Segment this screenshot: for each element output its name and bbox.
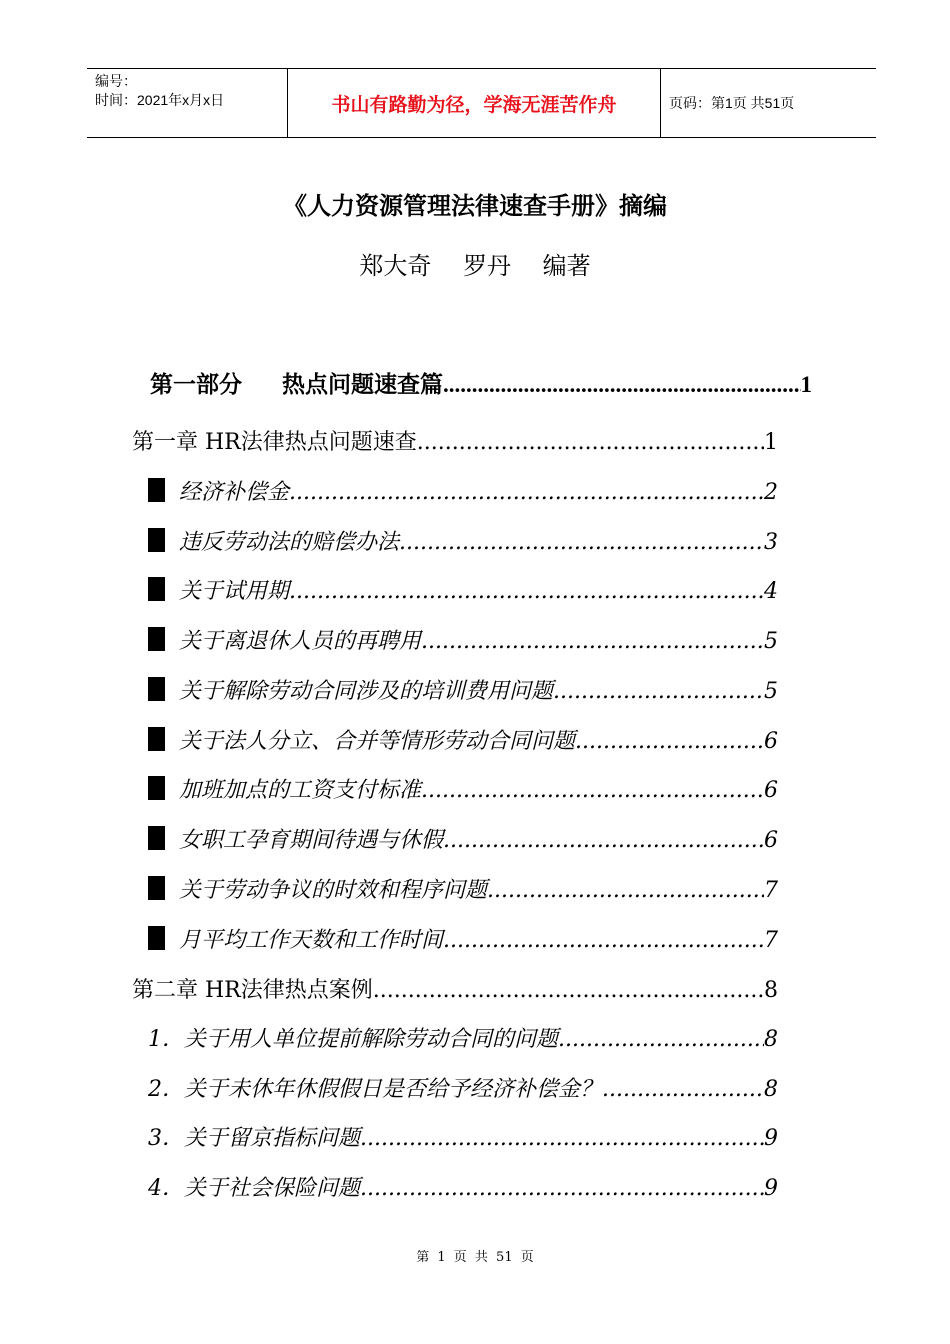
toc-leader-dots xyxy=(443,928,764,953)
author-name: 罗丹 xyxy=(463,252,511,280)
toc-item-title: 关于劳动争议的时效和程序问题 xyxy=(179,878,488,903)
toc-chapter-entry[interactable] xyxy=(132,425,778,456)
toc-page-number: 6 xyxy=(764,778,778,803)
toc-part-entry[interactable] xyxy=(150,366,812,399)
toc-item-title: 3．关于留京指标问题 xyxy=(148,1126,360,1151)
toc-page-number: 2 xyxy=(764,480,778,505)
document-title: 《人力资源管理法律速查手册》摘编 xyxy=(283,192,667,220)
toc-item[interactable] xyxy=(148,574,778,605)
toc-leader-dots xyxy=(443,372,801,398)
square-bullet-icon xyxy=(148,876,165,900)
toc-item-title: 女职工孕育期间待遇与休假 xyxy=(179,828,444,853)
toc-item[interactable] xyxy=(148,1171,778,1202)
header-meta-cell xyxy=(87,69,288,137)
square-bullet-icon xyxy=(148,776,165,800)
toc-item[interactable] xyxy=(148,525,778,556)
toc-leader-dots xyxy=(360,1126,764,1151)
time-label: 时间：2021年x月x日 xyxy=(95,92,225,108)
toc-item-title: 2．关于未休年休假假日是否给予经济补偿金？ xyxy=(148,1077,602,1102)
page-header xyxy=(87,68,876,138)
toc-page-number: 8 xyxy=(764,1077,778,1102)
toc-item-title: 月平均工作天数和工作时间 xyxy=(179,928,444,953)
toc-item-title: 关于法人分立、合并等情形劳动合同问题 xyxy=(179,729,576,754)
toc-leader-dots xyxy=(399,530,764,555)
toc-chapter-title: 第一章 HR法律热点问题速查 xyxy=(132,430,417,455)
toc-item-title: 加班加点的工资支付标准 xyxy=(179,778,422,803)
square-bullet-icon xyxy=(148,577,165,601)
toc-leader-dots xyxy=(602,1077,764,1102)
toc-leader-dots xyxy=(421,629,764,654)
toc-item-title: 4．关于社会保险问题 xyxy=(148,1176,360,1201)
toc-page-number: 1 xyxy=(800,372,812,397)
toc-page-number: 8 xyxy=(764,1027,778,1052)
toc-item-title: 关于离退休人员的再聘用 xyxy=(179,629,422,654)
toc-page-number: 8 xyxy=(764,978,778,1003)
toc-item-title: 关于试用期 xyxy=(179,579,290,604)
toc-page-number: 9 xyxy=(764,1126,778,1151)
toc-page-number: 5 xyxy=(764,629,778,654)
toc-page-number: 5 xyxy=(764,679,778,704)
toc-leader-dots xyxy=(373,978,764,1003)
toc-part-title: 热点问题速查篇 xyxy=(282,372,443,398)
toc-leader-dots xyxy=(289,480,764,505)
toc-item[interactable] xyxy=(148,624,778,655)
author-name: 郑大奇 xyxy=(359,252,432,280)
square-bullet-icon xyxy=(148,826,165,850)
toc-item[interactable] xyxy=(148,923,778,954)
square-bullet-icon xyxy=(148,478,165,502)
toc-page-number: 4 xyxy=(764,579,778,604)
toc-page-number: 6 xyxy=(764,828,778,853)
toc-part-label-group xyxy=(150,366,443,399)
toc-leader-dots xyxy=(360,1176,764,1201)
toc-page-number: 9 xyxy=(764,1176,778,1201)
toc-leader-dots xyxy=(417,430,764,455)
toc-leader-dots xyxy=(421,778,764,803)
toc-item[interactable] xyxy=(148,823,778,854)
toc-leader-dots xyxy=(575,729,764,754)
page-footer: 第 1 页 共 51 页 xyxy=(416,1250,534,1265)
toc-leader-dots xyxy=(487,878,764,903)
square-bullet-icon xyxy=(148,677,165,701)
toc-leader-dots xyxy=(558,1027,764,1052)
toc-item[interactable] xyxy=(148,773,778,804)
toc-item-title: 关于解除劳动合同涉及的培训费用问题 xyxy=(179,679,554,704)
document-authors xyxy=(0,246,950,281)
toc-item[interactable] xyxy=(148,1022,778,1053)
toc-page-number: 7 xyxy=(764,928,778,953)
toc-item[interactable] xyxy=(148,724,778,755)
toc-item-title: 1．关于用人单位提前解除劳动合同的问题 xyxy=(148,1027,558,1052)
toc-item-title: 经济补偿金 xyxy=(179,480,290,505)
square-bullet-icon xyxy=(148,727,165,751)
toc-item[interactable] xyxy=(148,475,778,506)
header-page-info: 页码：第1页 共51页 xyxy=(669,95,795,111)
toc-leader-dots xyxy=(443,828,764,853)
toc-item[interactable] xyxy=(148,873,778,904)
square-bullet-icon xyxy=(148,926,165,950)
toc-page-number: 1 xyxy=(764,430,778,455)
toc-page-number: 7 xyxy=(764,878,778,903)
author-role: 编著 xyxy=(542,252,591,280)
toc-item[interactable] xyxy=(148,1121,778,1152)
toc-item[interactable] xyxy=(148,1072,778,1103)
toc-chapter-title: 第二章 HR法律热点案例 xyxy=(132,978,373,1003)
serial-number-label: 编号： xyxy=(95,73,137,89)
toc-chapter-entry[interactable] xyxy=(132,973,778,1004)
toc-page-number: 3 xyxy=(764,530,778,555)
toc-part-label: 第一部分 xyxy=(150,372,242,398)
header-motto: 书山有路勤为径，学海无涯苦作舟 xyxy=(288,69,661,137)
toc-leader-dots xyxy=(289,579,764,604)
square-bullet-icon xyxy=(148,627,165,651)
toc-page-number: 6 xyxy=(764,729,778,754)
toc-leader-dots xyxy=(553,679,764,704)
square-bullet-icon xyxy=(148,528,165,552)
toc-item[interactable] xyxy=(148,674,778,705)
toc-item-title: 违反劳动法的赔偿办法 xyxy=(179,530,400,555)
